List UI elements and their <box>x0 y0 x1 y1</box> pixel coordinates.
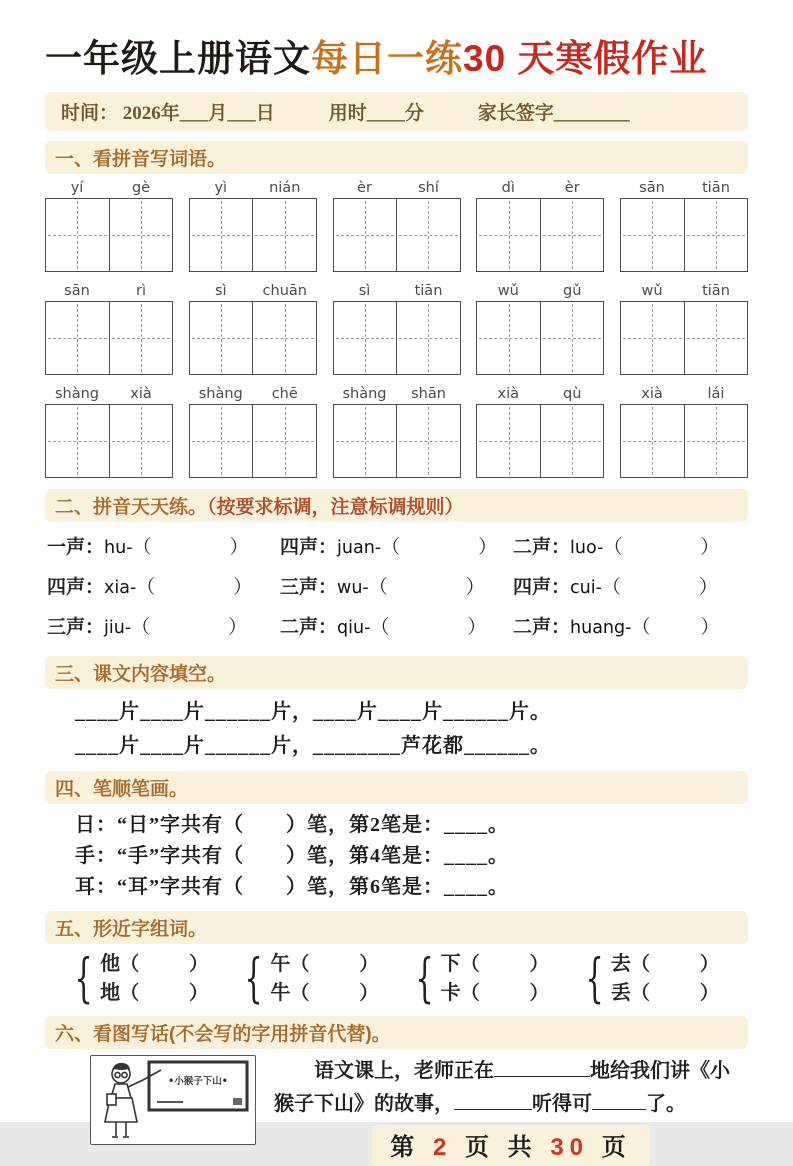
tone-exercise-row <box>47 528 746 568</box>
pinyin-label: tiān <box>414 283 443 299</box>
similar-character-group <box>237 950 407 1008</box>
prompt-segment: 语文课上，老师正在 <box>314 1060 494 1082</box>
pinyin-grid-row <box>45 283 748 375</box>
writing-grid-pair <box>333 386 461 478</box>
footer-mid: 页 共 <box>464 1134 538 1161</box>
writing-grid-pair <box>333 180 461 272</box>
tone-exercise <box>280 608 513 648</box>
writing-boxes <box>476 404 604 478</box>
paren-close: ） <box>359 954 379 975</box>
writing-cell <box>46 199 110 271</box>
section2-heading-note: （按要求标调，注意标调规则） <box>207 497 464 518</box>
pinyin-label: wǔ <box>497 283 519 299</box>
paren-open: （ <box>601 577 621 598</box>
pinyin-label: chē <box>271 386 298 402</box>
similar-character-group <box>578 950 748 1008</box>
writing-grid-pair <box>476 283 604 375</box>
footer-prefix: 第 <box>390 1134 421 1161</box>
pinyin-label: èr <box>357 180 372 196</box>
paren-open: （ <box>630 954 650 975</box>
title-part-red: 30 天寒假作业 <box>463 38 708 79</box>
paren-open: （ <box>290 983 310 1004</box>
paren-close: ） <box>465 577 485 598</box>
tone-pinyin: xia- <box>104 578 137 598</box>
paren-close: ） <box>228 617 248 638</box>
writing-boxes <box>476 301 604 375</box>
pinyin-label: shí <box>418 180 439 196</box>
pinyin-label: shàng <box>198 386 243 402</box>
writing-cell <box>190 302 254 374</box>
character: 丢 <box>610 982 631 1004</box>
paren-open: （ <box>631 617 651 638</box>
character: 去 <box>610 953 631 975</box>
tone-label: 二声： <box>513 537 571 558</box>
writing-cell <box>190 405 254 477</box>
stroke-question-line: 日：“日”字共有（ ）笔，第2笔是：____。 <box>75 814 509 836</box>
pinyin-label: tiān <box>702 283 730 299</box>
tone-exercise <box>47 528 280 568</box>
writing-boxes <box>620 198 748 272</box>
writing-grid-pair <box>476 180 604 272</box>
writing-boxes <box>620 404 748 478</box>
pinyin-label: rì <box>136 283 146 299</box>
paren-close: ） <box>529 954 549 975</box>
tone-exercise-row <box>47 608 746 648</box>
writing-cell <box>46 405 110 477</box>
pinyin-label: xià <box>497 386 519 402</box>
page-title <box>45 28 748 82</box>
writing-boxes <box>333 301 461 375</box>
tone-label: 四声： <box>47 577 105 598</box>
stroke-question-line: 手：“手”字共有（ ）笔，第4笔是：____。 <box>75 845 509 867</box>
character: 下 <box>440 953 461 975</box>
paren-close: ） <box>189 954 209 975</box>
paren-close: ） <box>189 983 209 1004</box>
tone-exercise <box>513 528 746 568</box>
writing-grid-pair <box>620 283 748 375</box>
tone-pinyin: cui- <box>570 578 602 598</box>
writing-cell <box>541 405 604 477</box>
pinyin-label: gè <box>131 180 151 196</box>
pinyin-label: lái <box>707 386 725 402</box>
writing-cell <box>541 199 604 271</box>
pinyin-label: sān <box>64 283 90 299</box>
writing-grid-pair <box>476 386 604 478</box>
writing-cell <box>253 199 316 271</box>
similar-character-group <box>408 950 578 1008</box>
paren-close: ） <box>359 983 379 1004</box>
section1-heading: 一、看拼音写词语。 <box>45 141 748 174</box>
writing-cell <box>477 199 541 271</box>
tone-exercise <box>47 568 280 608</box>
pinyin-label: sì <box>358 283 371 299</box>
tone-label: 四声： <box>513 577 571 598</box>
tone-pinyin: jiu- <box>104 618 132 638</box>
tone-exercise <box>280 528 513 568</box>
title-part-orange: 每日一练 <box>311 38 463 79</box>
writing-boxes <box>333 198 461 272</box>
writing-cell <box>621 302 685 374</box>
character: 午 <box>270 953 291 975</box>
writing-boxes <box>189 198 317 272</box>
pinyin-label: yí <box>70 180 84 196</box>
tone-exercise <box>513 568 746 608</box>
paren-close: ） <box>699 954 719 975</box>
writing-cell <box>46 302 110 374</box>
writing-grid-pair <box>620 180 748 272</box>
tone-pinyin: wu- <box>337 578 369 598</box>
writing-boxes <box>45 198 173 272</box>
writing-grid-pair <box>189 283 317 375</box>
tone-pinyin: huang- <box>570 618 632 638</box>
tone-pinyin: luo- <box>570 538 604 558</box>
writing-grid-pair <box>45 283 173 375</box>
writing-cell <box>334 405 398 477</box>
writing-prompt-paragraph <box>274 1055 748 1121</box>
paren-close: ） <box>467 617 487 638</box>
paren-open: （ <box>120 983 140 1004</box>
paren-open: （ <box>630 983 650 1004</box>
picture-writing-block <box>45 1055 748 1166</box>
writing-grid-pair <box>45 180 173 272</box>
writing-cell <box>685 405 748 477</box>
writing-cell <box>110 405 173 477</box>
paren-open: （ <box>460 983 480 1004</box>
character: 地 <box>100 982 121 1004</box>
chalk-eraser <box>233 1098 242 1105</box>
writing-cell <box>110 302 173 374</box>
pinyin-label: dì <box>501 180 515 196</box>
character: 牛 <box>270 982 291 1004</box>
pinyin-label: xià <box>130 386 152 402</box>
writing-cell <box>621 405 685 477</box>
meta-duration: 用时____分 <box>328 103 424 124</box>
prompt-segment: 听得可 <box>532 1093 592 1115</box>
paren-open: （ <box>381 537 401 558</box>
writing-cell <box>253 302 316 374</box>
tone-pinyin: hu- <box>104 538 133 558</box>
meta-bar <box>45 92 748 131</box>
writing-cell <box>541 302 604 374</box>
writing-cell <box>253 405 316 477</box>
brace-glyph: { <box>585 949 604 1009</box>
tone-pinyin: qiu- <box>337 618 371 638</box>
page-footer <box>274 1125 748 1166</box>
paren-open: （ <box>603 537 623 558</box>
paren-close: ） <box>229 537 249 558</box>
title-part-black: 一年级上册语文 <box>45 38 311 79</box>
writing-boxes <box>189 301 317 375</box>
meta-time: 时间： 2026年___月___日 <box>61 103 275 124</box>
tone-label: 二声： <box>513 617 571 638</box>
writing-boxes <box>45 301 173 375</box>
writing-cell <box>685 302 748 374</box>
pinyin-label: chuān <box>262 283 307 299</box>
paren-open: （ <box>290 954 310 975</box>
pinyin-label: nián <box>269 180 301 196</box>
pinyin-grid-row <box>45 386 748 478</box>
brace-glyph: { <box>74 949 93 1009</box>
page-number-badge <box>372 1125 649 1166</box>
pinyin-label: wǔ <box>641 283 663 299</box>
brace-glyph: { <box>244 949 263 1009</box>
pinyin-label: shān <box>411 386 446 402</box>
prompt-segment: 了。 <box>646 1093 686 1115</box>
blackboard-text: •小猴子下山• <box>168 1076 228 1087</box>
paren-close: ） <box>700 537 720 558</box>
tone-exercise <box>47 608 280 648</box>
fill-blank-line: ____片____片______片，________芦花都______。 <box>75 735 551 757</box>
pinyin-label: shàng <box>54 386 100 402</box>
paren-close: ） <box>478 537 498 558</box>
paren-open: （ <box>368 577 388 598</box>
pinyin-label: qù <box>563 386 582 402</box>
pinyin-label: tiān <box>702 180 730 196</box>
stroke-question-line: 耳：“耳”字共有（ ）笔，第6笔是：____。 <box>75 876 509 898</box>
writing-cell <box>685 199 748 271</box>
paren-close: ） <box>529 983 549 1004</box>
writing-boxes <box>620 301 748 375</box>
paren-open: （ <box>132 537 152 558</box>
fill-blank-line: ____片____片______片，____片____片______片。 <box>75 701 551 723</box>
tone-exercise <box>280 568 513 608</box>
section2-heading-main: 二、拼音天天练。 <box>55 497 208 518</box>
pinyin-label: èr <box>564 180 580 196</box>
section5-heading: 五、形近字组词。 <box>45 911 748 944</box>
brace-glyph: { <box>414 949 434 1009</box>
writing-grid-pair <box>189 180 317 272</box>
meta-signature: 家长签字________ <box>477 103 630 124</box>
paren-close: ） <box>698 577 718 598</box>
pinyin-label: sān <box>639 180 665 196</box>
character: 卡 <box>440 982 461 1004</box>
pinyin-grid-row <box>45 180 748 272</box>
writing-cell <box>334 199 398 271</box>
pinyin-label: shàng <box>342 386 387 402</box>
tone-label: 三声： <box>47 617 105 638</box>
writing-cell <box>110 199 173 271</box>
similar-character-group <box>67 950 237 1008</box>
writing-cell <box>190 199 254 271</box>
writing-cell <box>397 199 460 271</box>
paren-close: ） <box>233 577 253 598</box>
section2-heading <box>45 489 748 522</box>
writing-cell <box>334 302 398 374</box>
writing-boxes <box>189 404 317 478</box>
paren-open: （ <box>136 577 156 598</box>
tone-exercise-row <box>47 568 746 608</box>
tone-label: 三声： <box>280 577 338 598</box>
tone-label: 四声： <box>280 537 338 558</box>
writing-grid-pair <box>189 386 317 478</box>
writing-blank <box>494 1057 590 1077</box>
tone-label: 二声： <box>280 617 338 638</box>
footer-total-pages: 30 <box>550 1134 590 1161</box>
pinyin-label: yì <box>214 180 228 196</box>
tone-label: 一声： <box>47 537 105 558</box>
similar-characters-row <box>67 950 748 1008</box>
writing-boxes <box>333 404 461 478</box>
writing-cell <box>397 302 460 374</box>
teacher-illustration <box>90 1055 256 1145</box>
writing-grid-pair <box>45 386 173 478</box>
footer-suffix: 页 <box>601 1134 632 1161</box>
prompt-segment: 地给我们讲《小猴子下山》的故事， <box>274 1060 730 1115</box>
writing-blank <box>454 1090 532 1110</box>
pinyin-label: gǔ <box>563 283 582 299</box>
section6-heading: 六、看图写话(不会写的字用拼音代替)。 <box>45 1016 748 1049</box>
paren-open: （ <box>120 954 140 975</box>
paren-open: （ <box>460 954 480 975</box>
section4-heading: 四、笔顺笔画。 <box>45 771 748 804</box>
tone-exercise <box>513 608 746 648</box>
writing-boxes <box>476 198 604 272</box>
writing-cell <box>477 405 541 477</box>
paren-close: ） <box>699 983 719 1004</box>
paren-open: （ <box>131 617 151 638</box>
section3-heading: 三、课文内容填空。 <box>45 656 748 689</box>
writing-cell <box>621 199 685 271</box>
writing-grid-pair <box>333 283 461 375</box>
writing-cell <box>477 302 541 374</box>
tone-pinyin: juan- <box>337 538 382 558</box>
paren-open: （ <box>370 617 390 638</box>
footer-page-number: 2 <box>432 1134 453 1161</box>
writing-grid-pair <box>620 386 748 478</box>
character: 他 <box>100 953 121 975</box>
writing-blank <box>592 1090 646 1110</box>
pinyin-label: xià <box>641 386 663 402</box>
writing-boxes <box>45 404 173 478</box>
paren-close: ） <box>700 617 720 638</box>
pinyin-label: sì <box>214 283 227 299</box>
writing-cell <box>397 405 460 477</box>
